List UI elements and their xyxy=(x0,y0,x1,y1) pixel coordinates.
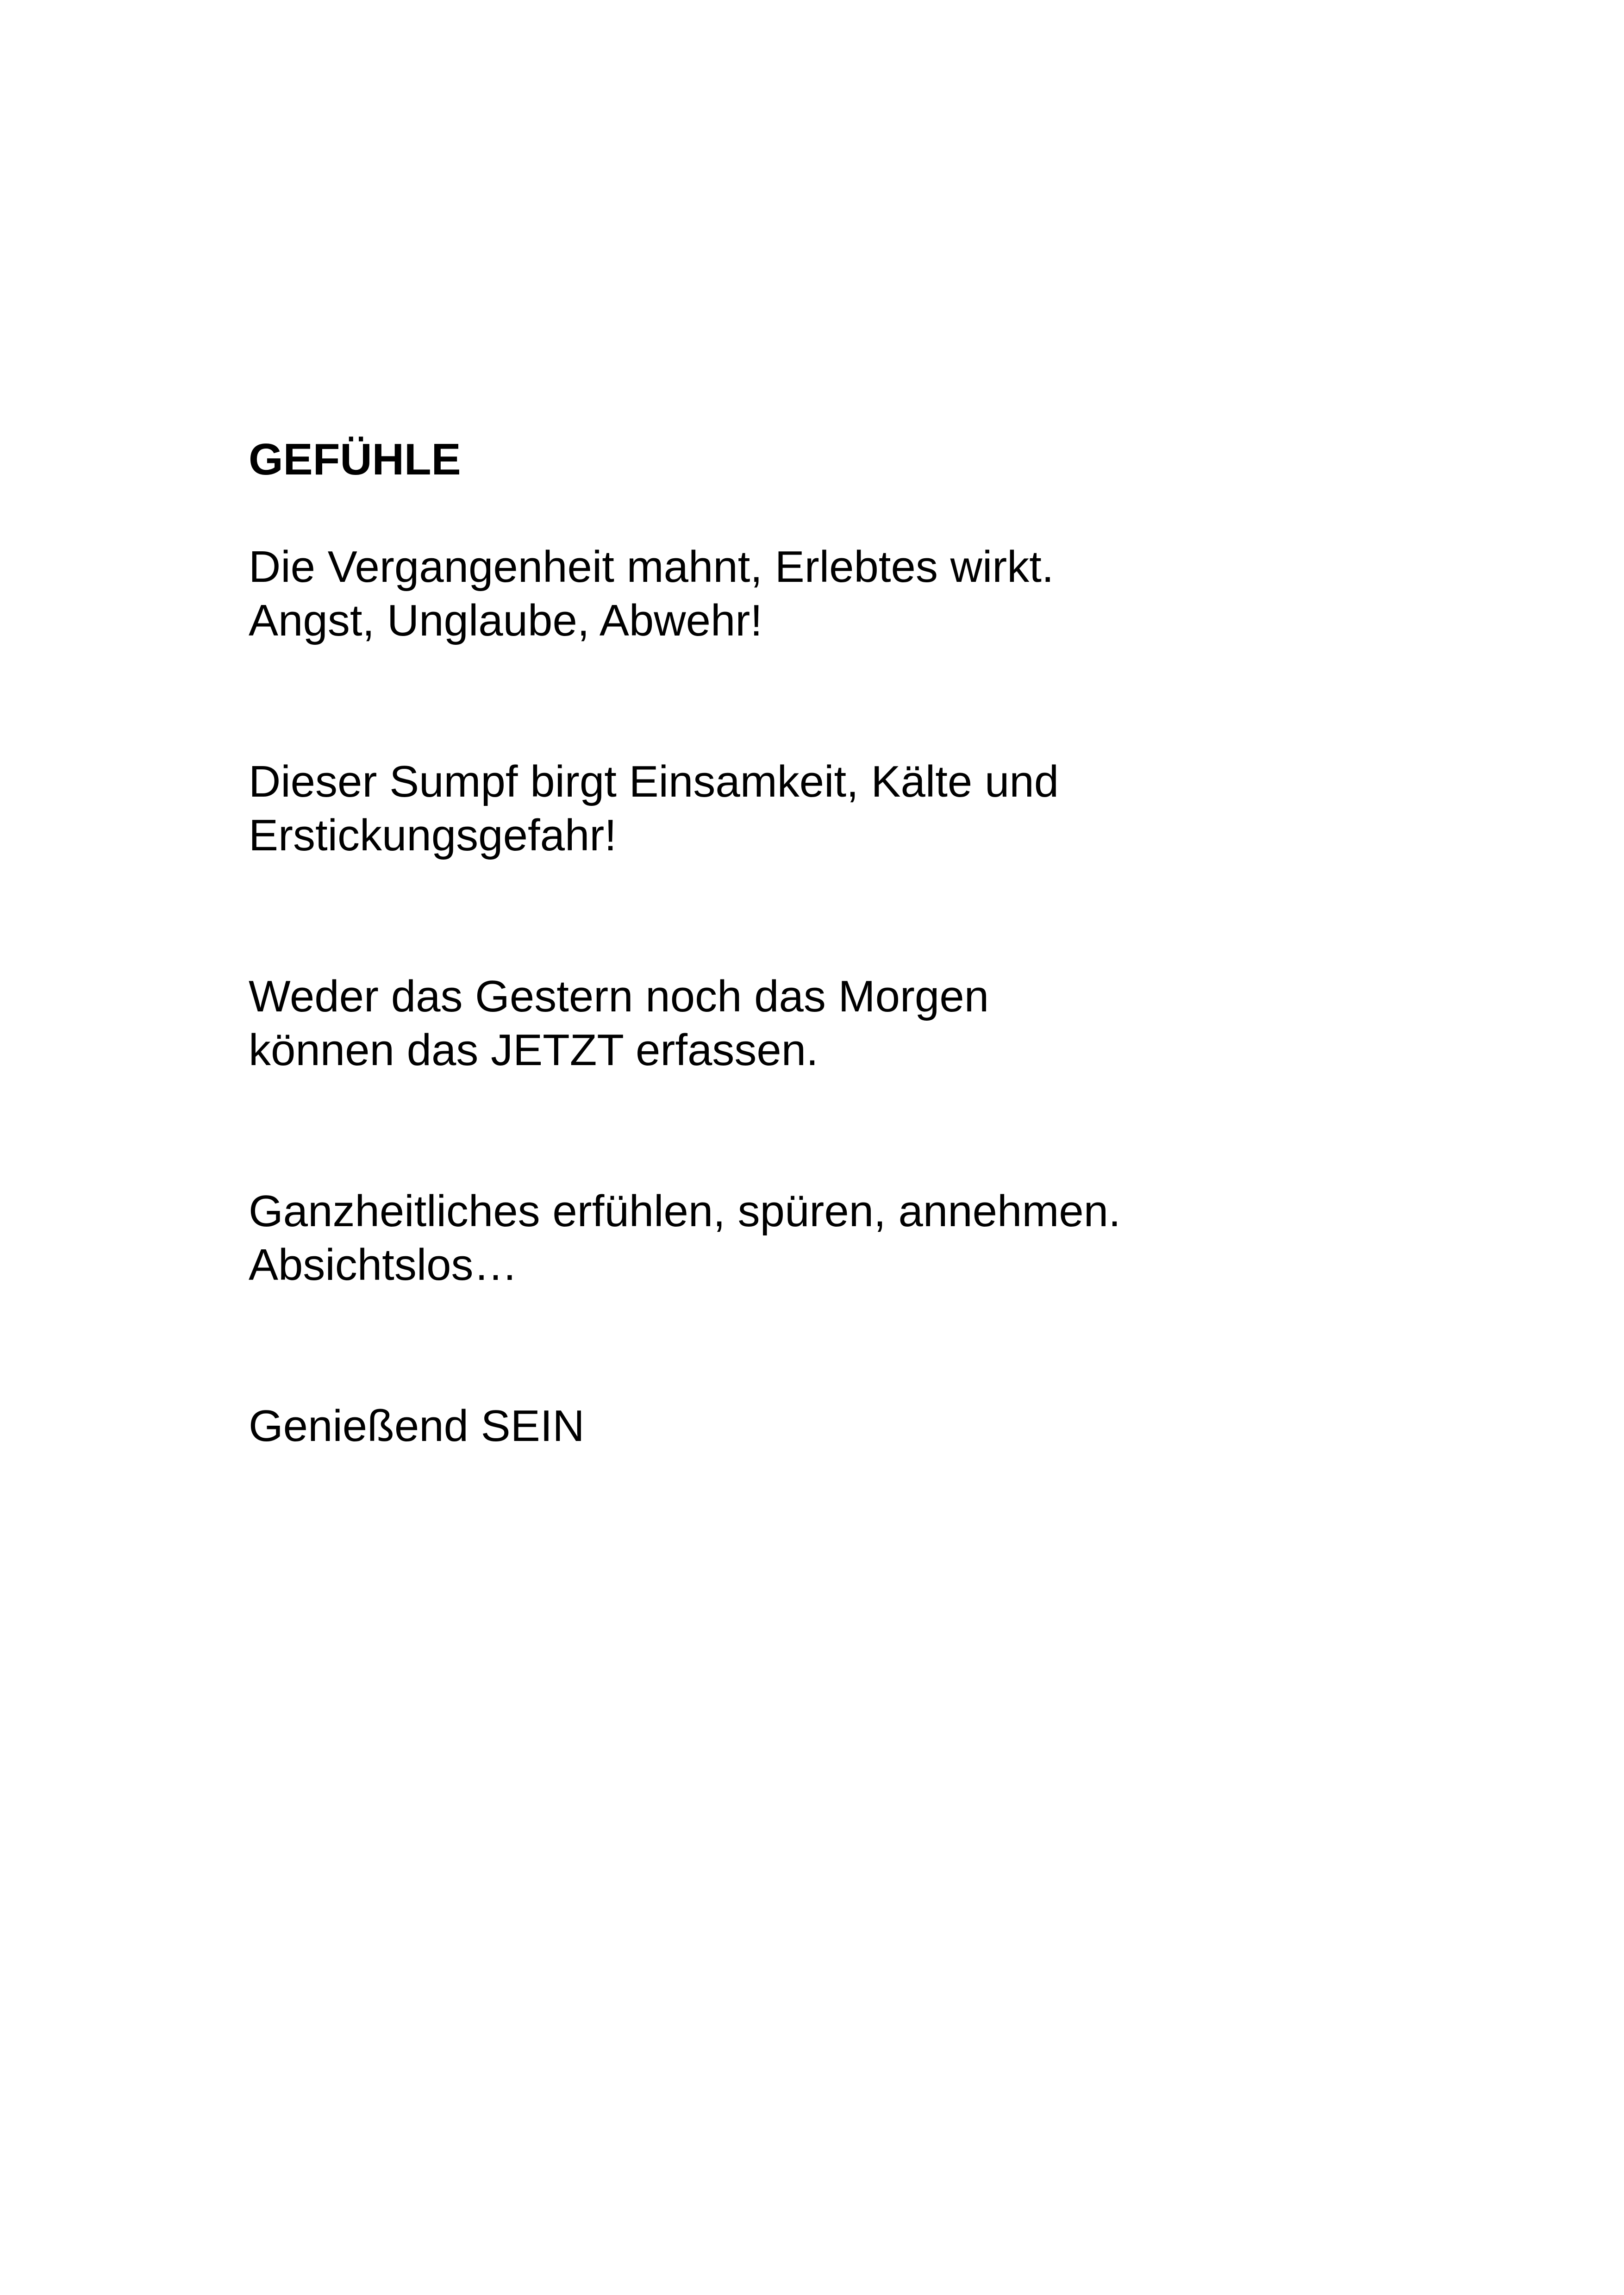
poem-line: Absichtslos… xyxy=(249,1240,518,1290)
poem-line: Ganzheitliches erfühlen, spüren, annehmen. xyxy=(249,1186,1121,1236)
poem-line: können das JETZT erfassen. xyxy=(249,1025,818,1075)
poem xyxy=(249,433,1452,1453)
poem-line: Die Vergangenheit mahnt, Erlebtes wirkt. xyxy=(249,542,1054,592)
poem-line: Dieser Sumpf birgt Einsamkeit, Kälte und xyxy=(249,757,1059,806)
poem-title: GEFÜHLE xyxy=(249,435,461,484)
poem-line: Angst, Unglaube, Abwehr! xyxy=(249,596,763,645)
poem-line: Weder das Gestern noch das Morgen xyxy=(249,972,989,1021)
stanza-2 xyxy=(249,755,1452,862)
stanza-4 xyxy=(249,1185,1452,1292)
stanza-1 xyxy=(249,540,1452,648)
stanza-3 xyxy=(249,970,1452,1077)
poem-line: Erstickungsgefahr! xyxy=(249,811,617,860)
poem-line: Genießend SEIN xyxy=(249,1401,585,1451)
stanza-5 xyxy=(249,1399,1452,1453)
